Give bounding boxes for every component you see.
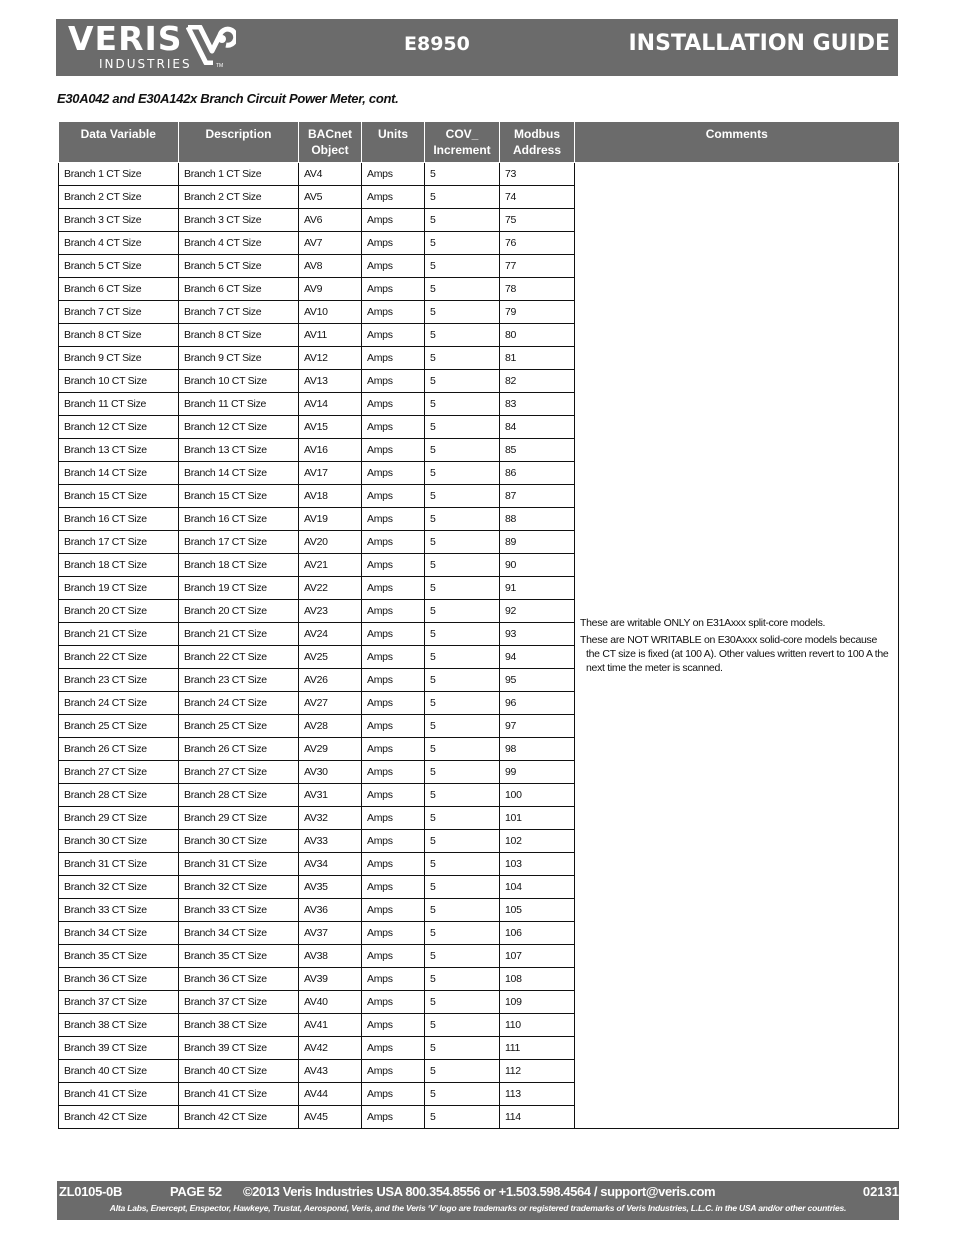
- cell-modbus-address: 109: [500, 991, 575, 1014]
- cell-bacnet-object: AV28: [299, 715, 362, 738]
- cell-units: Amps: [362, 784, 425, 807]
- cell-cov-increment: 5: [425, 209, 500, 232]
- cell-data-variable: Branch 17 CT Size: [59, 531, 179, 554]
- cell-description: Branch 4 CT Size: [179, 232, 299, 255]
- cell-data-variable: Branch 20 CT Size: [59, 600, 179, 623]
- cell-data-variable: Branch 13 CT Size: [59, 439, 179, 462]
- cell-data-variable: Branch 30 CT Size: [59, 830, 179, 853]
- cell-data-variable: Branch 14 CT Size: [59, 462, 179, 485]
- bacnet-header-line2: Object: [311, 143, 349, 157]
- col-header-bacnet-object: [299, 122, 362, 163]
- cell-modbus-address: 86: [500, 462, 575, 485]
- col-header-units: Units: [362, 122, 425, 163]
- cell-description: Branch 14 CT Size: [179, 462, 299, 485]
- cell-bacnet-object: AV9: [299, 278, 362, 301]
- cell-units: Amps: [362, 1060, 425, 1083]
- cell-data-variable: Branch 21 CT Size: [59, 623, 179, 646]
- cell-modbus-address: 78: [500, 278, 575, 301]
- veris-v-icon: [186, 25, 236, 65]
- cell-bacnet-object: AV31: [299, 784, 362, 807]
- cell-data-variable: Branch 22 CT Size: [59, 646, 179, 669]
- col-header-modbus-address: [500, 122, 575, 163]
- cell-description: Branch 36 CT Size: [179, 968, 299, 991]
- cell-modbus-address: 98: [500, 738, 575, 761]
- cov-header-line2: Increment: [433, 143, 491, 157]
- cell-bacnet-object: AV15: [299, 416, 362, 439]
- cell-data-variable: Branch 28 CT Size: [59, 784, 179, 807]
- cell-data-variable: Branch 39 CT Size: [59, 1037, 179, 1060]
- cell-description: Branch 37 CT Size: [179, 991, 299, 1014]
- cell-cov-increment: 5: [425, 462, 500, 485]
- cell-description: Branch 12 CT Size: [179, 416, 299, 439]
- table-body: [59, 163, 899, 1129]
- cell-bacnet-object: AV33: [299, 830, 362, 853]
- footer-doc-id: ZL0105-0B: [59, 1184, 123, 1199]
- cell-cov-increment: 5: [425, 853, 500, 876]
- cell-cov-increment: 5: [425, 669, 500, 692]
- cell-description: Branch 27 CT Size: [179, 761, 299, 784]
- cell-modbus-address: 92: [500, 600, 575, 623]
- cell-cov-increment: 5: [425, 255, 500, 278]
- cell-cov-increment: 5: [425, 692, 500, 715]
- cell-description: Branch 24 CT Size: [179, 692, 299, 715]
- cell-units: Amps: [362, 439, 425, 462]
- cell-data-variable: Branch 8 CT Size: [59, 324, 179, 347]
- cell-modbus-address: 76: [500, 232, 575, 255]
- cell-data-variable: Branch 2 CT Size: [59, 186, 179, 209]
- cell-modbus-address: 107: [500, 945, 575, 968]
- cell-units: Amps: [362, 853, 425, 876]
- cell-cov-increment: 5: [425, 830, 500, 853]
- cell-description: Branch 34 CT Size: [179, 922, 299, 945]
- cell-description: Branch 25 CT Size: [179, 715, 299, 738]
- cell-cov-increment: 5: [425, 991, 500, 1014]
- cell-modbus-address: 106: [500, 922, 575, 945]
- cell-bacnet-object: AV36: [299, 899, 362, 922]
- cell-data-variable: Branch 27 CT Size: [59, 761, 179, 784]
- cell-cov-increment: 5: [425, 922, 500, 945]
- cell-modbus-address: 88: [500, 508, 575, 531]
- cell-cov-increment: 5: [425, 577, 500, 600]
- cell-modbus-address: 111: [500, 1037, 575, 1060]
- cell-data-variable: Branch 19 CT Size: [59, 577, 179, 600]
- cell-modbus-address: 89: [500, 531, 575, 554]
- page-header: [56, 19, 898, 76]
- cell-units: Amps: [362, 1106, 425, 1129]
- cell-bacnet-object: AV43: [299, 1060, 362, 1083]
- cell-data-variable: Branch 34 CT Size: [59, 922, 179, 945]
- cell-cov-increment: 5: [425, 186, 500, 209]
- cell-modbus-address: 93: [500, 623, 575, 646]
- comment-paragraph: These are writable ONLY on E31Axxx split-core models.: [580, 617, 826, 629]
- modbus-header-line2: Address: [512, 143, 562, 157]
- cell-data-variable: Branch 38 CT Size: [59, 1014, 179, 1037]
- page-footer: [57, 1181, 899, 1220]
- cell-modbus-address: 100: [500, 784, 575, 807]
- cell-modbus-address: 112: [500, 1060, 575, 1083]
- cell-cov-increment: 5: [425, 646, 500, 669]
- cell-units: Amps: [362, 600, 425, 623]
- cell-cov-increment: 5: [425, 715, 500, 738]
- cell-data-variable: Branch 15 CT Size: [59, 485, 179, 508]
- cell-description: Branch 32 CT Size: [179, 876, 299, 899]
- cell-bacnet-object: AV23: [299, 600, 362, 623]
- cell-description: Branch 42 CT Size: [179, 1106, 299, 1129]
- cell-cov-increment: 5: [425, 623, 500, 646]
- cell-modbus-address: 108: [500, 968, 575, 991]
- cell-bacnet-object: AV26: [299, 669, 362, 692]
- cell-description: Branch 39 CT Size: [179, 1037, 299, 1060]
- cell-cov-increment: 5: [425, 807, 500, 830]
- cell-units: Amps: [362, 715, 425, 738]
- cell-bacnet-object: AV34: [299, 853, 362, 876]
- cell-bacnet-object: AV27: [299, 692, 362, 715]
- cell-modbus-address: 105: [500, 899, 575, 922]
- cell-units: Amps: [362, 968, 425, 991]
- cell-modbus-address: 77: [500, 255, 575, 278]
- cell-modbus-address: 82: [500, 370, 575, 393]
- cell-data-variable: Branch 10 CT Size: [59, 370, 179, 393]
- cell-modbus-address: 80: [500, 324, 575, 347]
- cell-data-variable: Branch 16 CT Size: [59, 508, 179, 531]
- cell-data-variable: Branch 11 CT Size: [59, 393, 179, 416]
- cell-units: Amps: [362, 255, 425, 278]
- cell-cov-increment: 5: [425, 600, 500, 623]
- cell-modbus-address: 102: [500, 830, 575, 853]
- cell-bacnet-object: AV20: [299, 531, 362, 554]
- cell-bacnet-object: AV4: [299, 163, 362, 186]
- cell-units: Amps: [362, 577, 425, 600]
- cell-description: Branch 28 CT Size: [179, 784, 299, 807]
- cell-data-variable: Branch 36 CT Size: [59, 968, 179, 991]
- cell-modbus-address: 79: [500, 301, 575, 324]
- cell-cov-increment: 5: [425, 347, 500, 370]
- cell-units: Amps: [362, 232, 425, 255]
- cell-data-variable: Branch 7 CT Size: [59, 301, 179, 324]
- cell-description: Branch 2 CT Size: [179, 186, 299, 209]
- cell-bacnet-object: AV29: [299, 738, 362, 761]
- cell-bacnet-object: AV21: [299, 554, 362, 577]
- cell-bacnet-object: AV41: [299, 1014, 362, 1037]
- cell-cov-increment: 5: [425, 784, 500, 807]
- cell-description: Branch 9 CT Size: [179, 347, 299, 370]
- cell-data-variable: Branch 40 CT Size: [59, 1060, 179, 1083]
- cell-data-variable: Branch 35 CT Size: [59, 945, 179, 968]
- logo-tm: TM: [216, 63, 224, 69]
- cell-modbus-address: 113: [500, 1083, 575, 1106]
- cell-description: Branch 33 CT Size: [179, 899, 299, 922]
- cell-cov-increment: 5: [425, 393, 500, 416]
- cell-bacnet-object: AV8: [299, 255, 362, 278]
- cell-cov-increment: 5: [425, 968, 500, 991]
- cell-bacnet-object: AV16: [299, 439, 362, 462]
- cell-description: Branch 8 CT Size: [179, 324, 299, 347]
- cell-description: Branch 29 CT Size: [179, 807, 299, 830]
- cell-description: Branch 23 CT Size: [179, 669, 299, 692]
- cell-description: Branch 10 CT Size: [179, 370, 299, 393]
- cell-description: Branch 31 CT Size: [179, 853, 299, 876]
- col-header-cov-increment: [425, 122, 500, 163]
- cell-bacnet-object: AV18: [299, 485, 362, 508]
- cell-cov-increment: 5: [425, 439, 500, 462]
- cell-cov-increment: 5: [425, 899, 500, 922]
- cell-description: Branch 26 CT Size: [179, 738, 299, 761]
- cell-cov-increment: 5: [425, 301, 500, 324]
- col-header-description: Description: [179, 122, 299, 163]
- cell-bacnet-object: AV7: [299, 232, 362, 255]
- cell-units: Amps: [362, 899, 425, 922]
- cell-data-variable: Branch 5 CT Size: [59, 255, 179, 278]
- cell-bacnet-object: AV22: [299, 577, 362, 600]
- cell-data-variable: Branch 24 CT Size: [59, 692, 179, 715]
- cell-description: Branch 35 CT Size: [179, 945, 299, 968]
- cell-data-variable: Branch 4 CT Size: [59, 232, 179, 255]
- cell-bacnet-object: AV44: [299, 1083, 362, 1106]
- col-header-comments: Comments: [575, 122, 899, 163]
- cell-units: Amps: [362, 324, 425, 347]
- table-row: [59, 163, 899, 186]
- cell-modbus-address: 85: [500, 439, 575, 462]
- comments-cell: [575, 163, 899, 1129]
- cell-bacnet-object: AV40: [299, 991, 362, 1014]
- cell-cov-increment: 5: [425, 1083, 500, 1106]
- cell-units: Amps: [362, 692, 425, 715]
- cell-cov-increment: 5: [425, 554, 500, 577]
- footer-page-number: PAGE 52: [170, 1184, 222, 1199]
- model-number: E8950: [404, 33, 470, 55]
- cell-data-variable: Branch 1 CT Size: [59, 163, 179, 186]
- cell-data-variable: Branch 26 CT Size: [59, 738, 179, 761]
- cell-modbus-address: 104: [500, 876, 575, 899]
- cell-modbus-address: 91: [500, 577, 575, 600]
- cell-description: Branch 7 CT Size: [179, 301, 299, 324]
- cell-cov-increment: 5: [425, 945, 500, 968]
- cell-units: Amps: [362, 508, 425, 531]
- cell-units: Amps: [362, 554, 425, 577]
- cell-cov-increment: 5: [425, 416, 500, 439]
- cell-modbus-address: 99: [500, 761, 575, 784]
- cell-units: Amps: [362, 646, 425, 669]
- cell-bacnet-object: AV10: [299, 301, 362, 324]
- cell-units: Amps: [362, 761, 425, 784]
- cell-units: Amps: [362, 531, 425, 554]
- cell-data-variable: Branch 12 CT Size: [59, 416, 179, 439]
- cell-units: Amps: [362, 922, 425, 945]
- cell-modbus-address: 94: [500, 646, 575, 669]
- cell-units: Amps: [362, 945, 425, 968]
- cell-data-variable: Branch 29 CT Size: [59, 807, 179, 830]
- cell-units: Amps: [362, 416, 425, 439]
- cell-description: Branch 38 CT Size: [179, 1014, 299, 1037]
- cell-bacnet-object: AV19: [299, 508, 362, 531]
- cell-cov-increment: 5: [425, 531, 500, 554]
- footer-date-code: 02131: [862, 1184, 899, 1199]
- footer-copyright: ©2013 Veris Industries USA 800.354.8556 or +1.503.598.4564 / support@veris.com: [243, 1184, 716, 1199]
- cell-units: Amps: [362, 991, 425, 1014]
- cell-description: Branch 19 CT Size: [179, 577, 299, 600]
- cell-modbus-address: 90: [500, 554, 575, 577]
- cell-units: Amps: [362, 876, 425, 899]
- cell-bacnet-object: AV17: [299, 462, 362, 485]
- cell-cov-increment: 5: [425, 1106, 500, 1129]
- cell-modbus-address: 75: [500, 209, 575, 232]
- cell-description: Branch 41 CT Size: [179, 1083, 299, 1106]
- cell-modbus-address: 103: [500, 853, 575, 876]
- cell-cov-increment: 5: [425, 1060, 500, 1083]
- cell-data-variable: Branch 3 CT Size: [59, 209, 179, 232]
- cell-description: Branch 11 CT Size: [179, 393, 299, 416]
- cell-bacnet-object: AV5: [299, 186, 362, 209]
- cell-cov-increment: 5: [425, 163, 500, 186]
- cell-modbus-address: 114: [500, 1106, 575, 1129]
- cell-data-variable: Branch 32 CT Size: [59, 876, 179, 899]
- guide-title: INSTALLATION GUIDE: [628, 31, 890, 56]
- cell-cov-increment: 5: [425, 324, 500, 347]
- cell-bacnet-object: AV37: [299, 922, 362, 945]
- cell-data-variable: Branch 9 CT Size: [59, 347, 179, 370]
- cell-description: Branch 15 CT Size: [179, 485, 299, 508]
- cell-bacnet-object: AV25: [299, 646, 362, 669]
- cell-bacnet-object: AV14: [299, 393, 362, 416]
- cell-modbus-address: 74: [500, 186, 575, 209]
- cell-cov-increment: 5: [425, 508, 500, 531]
- cell-description: Branch 5 CT Size: [179, 255, 299, 278]
- cell-bacnet-object: AV13: [299, 370, 362, 393]
- cell-description: Branch 21 CT Size: [179, 623, 299, 646]
- cell-units: Amps: [362, 462, 425, 485]
- cell-data-variable: Branch 31 CT Size: [59, 853, 179, 876]
- cell-bacnet-object: AV35: [299, 876, 362, 899]
- cell-units: Amps: [362, 163, 425, 186]
- bacnet-object-table: [58, 122, 899, 1129]
- cell-bacnet-object: AV38: [299, 945, 362, 968]
- col-header-data-variable: Data Variable: [59, 122, 179, 163]
- cell-data-variable: Branch 25 CT Size: [59, 715, 179, 738]
- bacnet-header-line1: BACnet: [308, 127, 352, 141]
- cell-cov-increment: 5: [425, 370, 500, 393]
- cell-units: Amps: [362, 278, 425, 301]
- cell-bacnet-object: AV24: [299, 623, 362, 646]
- cell-data-variable: Branch 23 CT Size: [59, 669, 179, 692]
- cell-cov-increment: 5: [425, 876, 500, 899]
- cell-description: Branch 30 CT Size: [179, 830, 299, 853]
- footer-trademark-notice: Alta Labs, Enercept, Enspector, Hawkeye, Trustat, Aerospond, Veris, and the Veris ‘V’ logo are trademarks or registered trademarks of Veris Industries, L.L.C. in the USA and/or other countries.: [109, 1203, 847, 1213]
- cell-description: Branch 13 CT Size: [179, 439, 299, 462]
- cell-data-variable: Branch 33 CT Size: [59, 899, 179, 922]
- cell-units: Amps: [362, 807, 425, 830]
- cell-units: Amps: [362, 830, 425, 853]
- section-subtitle: E30A042 and E30A142x Branch Circuit Power Meter, cont.: [57, 91, 399, 106]
- cell-bacnet-object: AV6: [299, 209, 362, 232]
- cell-data-variable: Branch 6 CT Size: [59, 278, 179, 301]
- cell-description: Branch 16 CT Size: [179, 508, 299, 531]
- cell-units: Amps: [362, 738, 425, 761]
- table-header-row: [59, 122, 899, 163]
- cell-bacnet-object: AV39: [299, 968, 362, 991]
- cell-description: Branch 40 CT Size: [179, 1060, 299, 1083]
- cell-cov-increment: 5: [425, 278, 500, 301]
- cell-modbus-address: 84: [500, 416, 575, 439]
- cell-cov-increment: 5: [425, 485, 500, 508]
- cell-units: Amps: [362, 485, 425, 508]
- cell-units: Amps: [362, 393, 425, 416]
- cell-units: Amps: [362, 301, 425, 324]
- cell-cov-increment: 5: [425, 761, 500, 784]
- cell-description: Branch 18 CT Size: [179, 554, 299, 577]
- cell-cov-increment: 5: [425, 738, 500, 761]
- cell-description: Branch 20 CT Size: [179, 600, 299, 623]
- cell-bacnet-object: AV12: [299, 347, 362, 370]
- cell-description: Branch 6 CT Size: [179, 278, 299, 301]
- cell-cov-increment: 5: [425, 1014, 500, 1037]
- cell-modbus-address: 96: [500, 692, 575, 715]
- cell-units: Amps: [362, 347, 425, 370]
- cell-units: Amps: [362, 1014, 425, 1037]
- cell-data-variable: Branch 42 CT Size: [59, 1106, 179, 1129]
- logo-wordmark: VERIS: [68, 19, 183, 58]
- cell-modbus-address: 97: [500, 715, 575, 738]
- cov-header-line1: COV_: [445, 127, 479, 141]
- comment-paragraph: These are NOT WRITABLE on E30Axxx solid-core models because the CT size is fixed (at 100 A). Other values written revert to 100 A the next time the meter is scanned.: [580, 634, 889, 674]
- cell-bacnet-object: AV45: [299, 1106, 362, 1129]
- cell-description: Branch 17 CT Size: [179, 531, 299, 554]
- cell-description: Branch 1 CT Size: [179, 163, 299, 186]
- logo-subtitle: INDUSTRIES: [99, 57, 192, 71]
- cell-cov-increment: 5: [425, 232, 500, 255]
- cell-units: Amps: [362, 209, 425, 232]
- cell-units: Amps: [362, 186, 425, 209]
- cell-units: Amps: [362, 1037, 425, 1060]
- veris-logo: [66, 19, 236, 73]
- cell-bacnet-object: AV42: [299, 1037, 362, 1060]
- cell-modbus-address: 101: [500, 807, 575, 830]
- cell-modbus-address: 73: [500, 163, 575, 186]
- cell-modbus-address: 81: [500, 347, 575, 370]
- cell-cov-increment: 5: [425, 1037, 500, 1060]
- cell-modbus-address: 110: [500, 1014, 575, 1037]
- cell-units: Amps: [362, 669, 425, 692]
- cell-data-variable: Branch 37 CT Size: [59, 991, 179, 1014]
- cell-bacnet-object: AV11: [299, 324, 362, 347]
- cell-modbus-address: 83: [500, 393, 575, 416]
- cell-modbus-address: 95: [500, 669, 575, 692]
- cell-description: Branch 3 CT Size: [179, 209, 299, 232]
- cell-units: Amps: [362, 370, 425, 393]
- cell-data-variable: Branch 41 CT Size: [59, 1083, 179, 1106]
- cell-modbus-address: 87: [500, 485, 575, 508]
- modbus-header-line1: Modbus: [514, 127, 560, 141]
- cell-units: Amps: [362, 1083, 425, 1106]
- cell-data-variable: Branch 18 CT Size: [59, 554, 179, 577]
- cell-bacnet-object: AV32: [299, 807, 362, 830]
- cell-bacnet-object: AV30: [299, 761, 362, 784]
- cell-description: Branch 22 CT Size: [179, 646, 299, 669]
- cell-units: Amps: [362, 623, 425, 646]
